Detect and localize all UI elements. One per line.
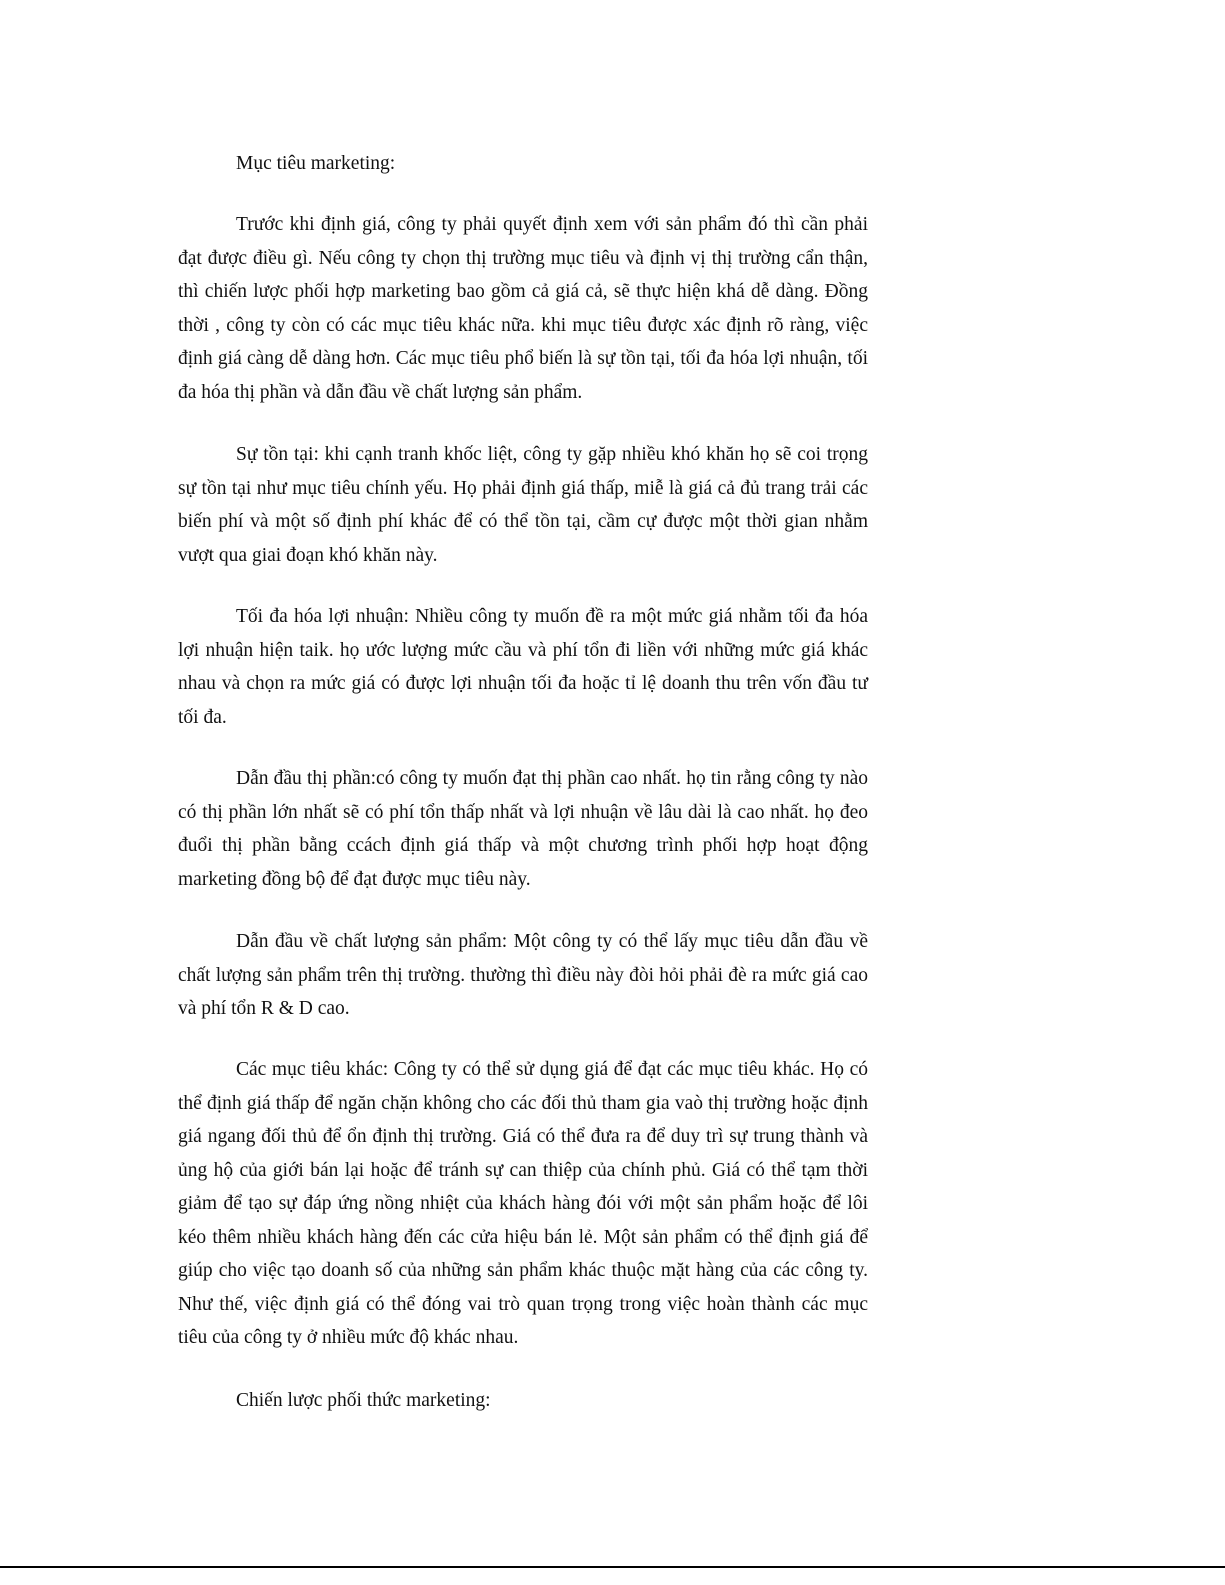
paragraph-market-share-leadership: Dẫn đầu thị phần:có công ty muốn đạt thị phần cao nhất. họ tin rằng công ty nào có thị phần lớn nhất sẽ có phí tổn thấp nhất và lợi nhuận về lâu dài là cao nhất. họ đeo đuổi thị phần bằng ccách định giá thấp và một chương trình phối hợp hoạt động marketing đồng bộ để đạt được mục tiêu này. (178, 768, 868, 890)
paragraph-survival: Sự tồn tại: khi cạnh tranh khốc liệt, công ty gặp nhiều khó khăn họ sẽ coi trọng sự tồn tại như mục tiêu chính yếu. Họ phải định giá thấp, miễ là giá cả đủ trang trải các biến phí và một số định phí khác để có thể tồn tại, cầm cự được một thời gian nhằm vượt qua giai đoạn khó khăn này. (178, 444, 868, 566)
section-heading-marketing-objectives: Mục tiêu marketing: (236, 153, 396, 174)
paragraph-profit-maximization: Tối đa hóa lợi nhuận: Nhiều công ty muốn đề ra một mức giá nhằm tối đa hóa lợi nhuận hiện taik. họ ước lượng mức cầu và phí tổn đi liền với những mức giá khác nhau và chọn ra mức giá có được lợi nhuận tối đa hoặc tỉ lệ doanh thu trên vốn đầu tư tối đa. (178, 606, 868, 728)
paragraph-pricing-objectives-intro: Trước khi định giá, công ty phải quyết định xem với sản phẩm đó thì cần phải đạt được điều gì. Nếu công ty chọn thị trường mục tiêu và định vị thị trường cẩn thận, thì chiến lược phối hợp marketing bao gồm cả giá cả, sẽ thực hiện khá dễ dàng. Đồng thời , công ty còn có các mục tiêu khác nữa. khi mục tiêu được xác định rõ ràng, việc định giá càng dễ dàng hơn. Các mục tiêu phổ biến là sự tồn tại, tối đa hóa lợi nhuận, tối đa hóa thị phần và dẫn đầu về chất lượng sản phẩm. (178, 214, 868, 403)
page-bottom-border (0, 1566, 1225, 1568)
section-heading-marketing-mix: Chiến lược phối thức marketing: (236, 1390, 491, 1411)
paragraph-product-quality-leadership: Dẫn đầu về chất lượng sản phẩm: Một công ty có thể lấy mục tiêu dẫn đầu về chất lượng sản phẩm trên thị trường. thường thì điều này đòi hỏi phải đè ra mức giá cao và phí tổn R & D cao. (178, 931, 868, 1019)
paragraph-other-objectives: Các mục tiêu khác: Công ty có thể sử dụng giá để đạt các mục tiêu khác. Họ có thể định giá thấp để ngăn chặn không cho các đối thủ tham gia vaò thị trường hoặc định giá ngang đối thủ để ổn định thị trường. Giá có thể đưa ra để duy trì sự trung thành và ủng hộ của giới bán lại hoặc để tránh sự can thiệp của chính phủ. Giá có thể tạm thời giảm để tạo sự đáp ứng nồng nhiệt của khách hàng đói với một sản phẩm hoặc để lôi kéo thêm nhiều khách hàng đến các cửa hiệu bán lẻ. Một sản phẩm có thể định giá để giúp cho việc tạo doanh số của những sản phẩm khác thuộc mặt hàng của các công ty. Như thế, việc định giá có thể đóng vai trò quan trọng trong việc hoàn thành các mục tiêu của công ty ở nhiều mức độ khác nhau. (178, 1059, 868, 1348)
